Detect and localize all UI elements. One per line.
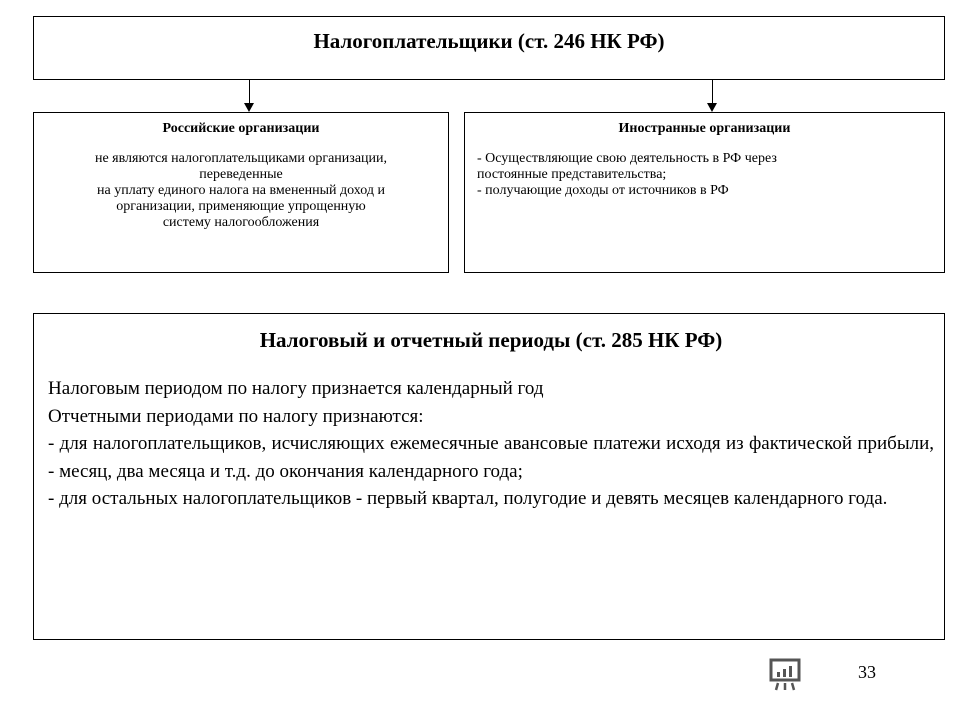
arrow-down-left bbox=[249, 80, 250, 104]
text-line: - получающие доходы от источников в РФ bbox=[477, 183, 729, 198]
periods-box bbox=[33, 313, 945, 640]
paragraph: - для налогоплательщиков, исчисляющих ежемесячные авансовые платежи исходя из фактической прибыли, - месяц, два месяца и т.д. до окончания календарного года; bbox=[48, 433, 934, 482]
text-line: переведенные bbox=[199, 167, 283, 182]
text-line: систему налогообложения bbox=[162, 215, 320, 230]
paragraph: - для остальных налогоплательщиков - первый квартал, полугодие и девять месяцев календарного года. bbox=[48, 488, 888, 509]
text-line: - Осуществляющие свою деятельность в РФ через bbox=[477, 151, 777, 166]
taxpayers-title-box bbox=[33, 16, 945, 80]
periods-heading: Налоговый и отчетный периоды (ст. 285 НК РФ) bbox=[259, 328, 723, 352]
paragraph: Отчетными периодами по налогу признаются: bbox=[48, 405, 424, 427]
watermark-logo bbox=[768, 656, 802, 692]
russian-orgs-box bbox=[33, 112, 449, 273]
text-line: на уплату единого налога на вмененный доход и bbox=[97, 183, 385, 198]
russian-orgs-heading: Российские организации bbox=[162, 121, 320, 136]
text-line: организации, применяющие упрощенную bbox=[116, 199, 366, 214]
arrow-down-right bbox=[712, 80, 713, 104]
foreign-orgs-box bbox=[464, 112, 945, 273]
paragraph: Налоговым периодом по налогу признается календарный год bbox=[48, 378, 544, 399]
foreign-orgs-heading: Иностранные организации bbox=[618, 121, 791, 136]
text-line: постоянные представительства; bbox=[477, 167, 667, 182]
text-line: не являются налогоплательщиками организации, bbox=[94, 151, 388, 166]
page-number: 33 bbox=[858, 662, 876, 682]
presentation-board-icon bbox=[768, 656, 802, 692]
taxpayers-title: Налогоплательщики (ст. 246 НК РФ) bbox=[313, 29, 665, 53]
